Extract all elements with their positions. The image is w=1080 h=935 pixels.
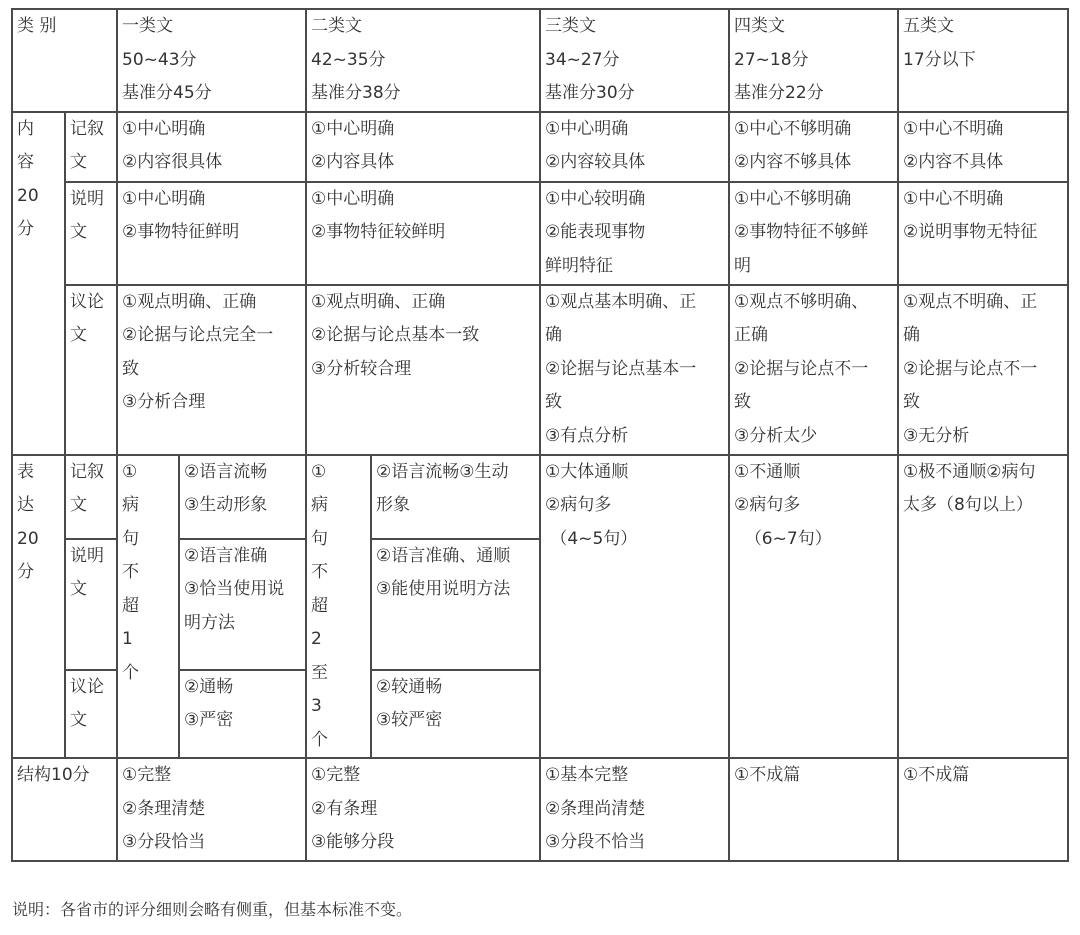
expression-section-label: 表 达 20 分: [12, 455, 65, 759]
content-argumentative-class-4: ①观点不够明确、 正确 ②论据与论点不一 致 ③分析太少: [729, 285, 898, 455]
expression-class-2-sick-sentences: ① 病 句 不 超 2 至 3 个: [306, 455, 371, 759]
content-narrative-class-4: ①中心不够明确 ②内容不够具体: [729, 112, 898, 182]
class-3-header: 三类文 34~27分 基准分30分: [540, 9, 729, 112]
footnote: 说明：各省市的评分细则会略有侧重，但基本标准不变。: [12, 900, 413, 919]
structure-class-1: ①完整 ②条理清楚 ③分段恰当: [117, 758, 306, 861]
structure-section-label: 结构10分: [12, 758, 117, 861]
expression-type-narrative: 记叙 文: [65, 455, 117, 539]
expression-argumentative-class-1: ②通畅 ③严密: [179, 670, 306, 758]
content-narrative-class-5: ①中心不明确 ②内容不具体: [898, 112, 1068, 182]
class-1-header: 一类文 50~43分 基准分45分: [117, 9, 306, 112]
structure-class-5: ①不成篇: [898, 758, 1068, 861]
content-argumentative-class-2: ①观点明确、正确 ②论据与论点基本一致 ③分析较合理: [306, 285, 540, 455]
expression-expository-class-1: ②语言准确 ③恰当使用说 明方法: [179, 539, 306, 670]
scoring-rubric-table: [11, 8, 1069, 862]
category-header: 类 别: [12, 9, 117, 112]
class-2-header: 二类文 42~35分 基准分38分: [306, 9, 540, 112]
content-expository-class-5: ①中心不明确 ②说明事物无特征: [898, 182, 1068, 285]
expression-class-1-sick-sentences: ① 病 句 不 超 1 个: [117, 455, 179, 759]
expression-narrative-class-1: ②语言流畅 ③生动形象: [179, 455, 306, 539]
content-expository-class-3: ①中心较明确 ②能表现事物 鲜明特征: [540, 182, 729, 285]
expression-narrative-class-2: ②语言流畅③生动 形象: [371, 455, 540, 539]
class-4-header: 四类文 27~18分 基准分22分: [729, 9, 898, 112]
structure-class-2: ①完整 ②有条理 ③能够分段: [306, 758, 540, 861]
content-argumentative-class-1: ①观点明确、正确 ②论据与论点完全一 致 ③分析合理: [117, 285, 306, 455]
content-expository-class-1: ①中心明确 ②事物特征鲜明: [117, 182, 306, 285]
expression-class-4: ①不通顺 ②病句多 （6~7句）: [729, 455, 898, 759]
expression-argumentative-class-2: ②较通畅 ③较严密: [371, 670, 540, 758]
expression-class-5: ①极不通顺②病句 太多（8句以上）: [898, 455, 1068, 759]
content-type-expository: 说明 文: [65, 182, 117, 285]
content-expository-class-4: ①中心不够明确 ②事物特征不够鲜 明: [729, 182, 898, 285]
content-argumentative-class-5: ①观点不明确、正 确 ②论据与论点不一 致 ③无分析: [898, 285, 1068, 455]
content-type-narrative: 记叙 文: [65, 112, 117, 182]
content-argumentative-class-3: ①观点基本明确、正 确 ②论据与论点基本一 致 ③有点分析: [540, 285, 729, 455]
expression-type-expository: 说明 文: [65, 539, 117, 670]
content-section-label: 内 容 20 分: [12, 112, 65, 455]
structure-class-3: ①基本完整 ②条理尚清楚 ③分段不恰当: [540, 758, 729, 861]
content-narrative-class-1: ①中心明确 ②内容很具体: [117, 112, 306, 182]
content-narrative-class-3: ①中心明确 ②内容较具体: [540, 112, 729, 182]
content-narrative-class-2: ①中心明确 ②内容具体: [306, 112, 540, 182]
expression-class-3: ①大体通顺 ②病句多 （4~5句）: [540, 455, 729, 759]
expression-type-argumentative: 议论 文: [65, 670, 117, 758]
content-expository-class-2: ①中心明确 ②事物特征较鲜明: [306, 182, 540, 285]
class-5-header: 五类文 17分以下: [898, 9, 1068, 112]
expression-expository-class-2: ②语言准确、通顺 ③能使用说明方法: [371, 539, 540, 670]
structure-class-4: ①不成篇: [729, 758, 898, 861]
content-type-argumentative: 议论 文: [65, 285, 117, 455]
